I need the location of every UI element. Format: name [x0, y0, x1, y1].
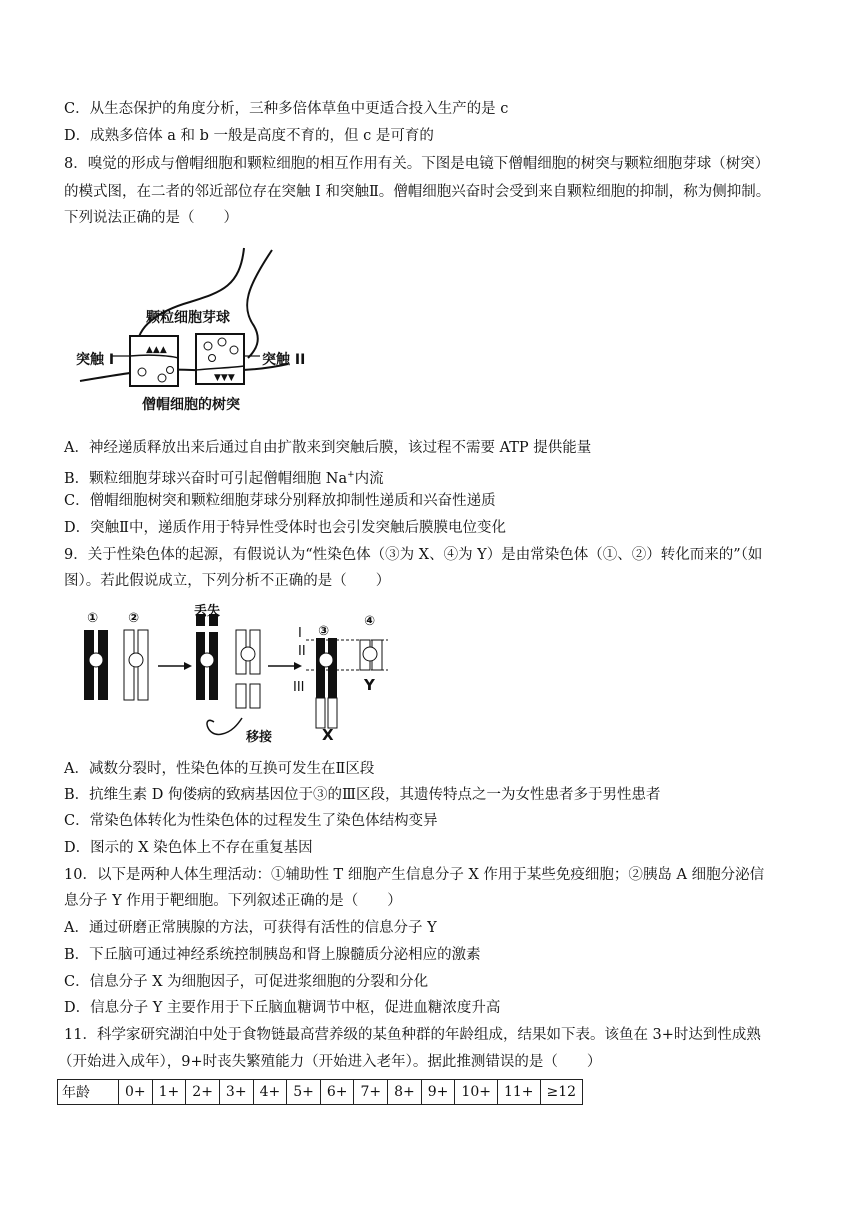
chromosome-2-label: ② — [128, 611, 140, 626]
q8-option-b: B．颗粒细胞芽球兴奋时可引起僧帽细胞 Na+内流 — [64, 470, 384, 487]
question-9-stem-2: 图）。若此假说成立，下列分析不正确的是（ ） — [64, 573, 391, 589]
table-cell: 8+ — [388, 1080, 422, 1105]
synapse-2-label: 突触 II — [262, 352, 306, 368]
table-cell: ≥12 — [540, 1080, 583, 1105]
q10-option-d: D．信息分子 Y 主要作用于下丘脑血糖调节中枢，促进血糖浓度升高 — [64, 1000, 501, 1016]
question-10-stem-2: 息分子 Y 作用于靶细胞。下列叙述正确的是（ ） — [64, 893, 402, 909]
table-cell: 7+ — [354, 1080, 388, 1105]
q8-option-c: C．僧帽细胞树突和颗粒细胞芽球分别释放抑制性递质和兴奋性递质 — [64, 493, 496, 509]
q9-option-b: B．抗维生素 D 佝偻病的致病基因位于③的Ⅲ区段，其遗传特点之一为女性患者多于男性患者 — [64, 787, 661, 803]
region-3-label: III — [293, 680, 305, 695]
q10-option-b: B．下丘脑可通过神经系统控制胰岛和肾上腺髓质分泌相应的激素 — [64, 947, 481, 963]
question-8-stem-1: 8．嗅觉的形成与僧帽细胞和颗粒细胞的相互作用有关。下图是电镜下僧帽细胞的树突与颗粒细胞芽球（树突） — [64, 156, 770, 172]
table-cell: 5+ — [287, 1080, 321, 1105]
table-cell: 2+ — [186, 1080, 220, 1105]
transfer-label: 移接 — [246, 730, 273, 745]
question-8-stem-2: 的模式图，在二者的邻近部位存在突触 I 和突触Ⅱ。僧帽细胞兴奋时会受到来自颗粒细胞的抑制，称为侧抑制。 — [64, 184, 771, 200]
question-10-stem-1: 10．以下是两种人体生理活动：①辅助性 T 细胞产生信息分子 X 作用于某些免疫细胞；②胰岛 A 细胞分泌信 — [64, 867, 765, 883]
mitral-dendrite-label: 僧帽细胞的树突 — [142, 397, 240, 413]
question-11-stem-2: （开始进入成年），9+时丧失繁殖能力（开始进入老年）。据此推测错误的是（ ） — [58, 1054, 602, 1070]
synapse-diagram — [72, 246, 292, 416]
age-table — [57, 1079, 583, 1105]
table-cell: 1+ — [152, 1080, 186, 1105]
table-cell: 4+ — [253, 1080, 287, 1105]
table-cell: 0+ — [119, 1080, 153, 1105]
region-2-label: II — [298, 644, 306, 659]
q9-option-a: A．减数分裂时，性染色体的互换可发生在Ⅱ区段 — [64, 761, 375, 777]
table-header-cell: 年龄 — [58, 1080, 119, 1105]
table-cell: 9+ — [421, 1080, 455, 1105]
table-cell: 6+ — [320, 1080, 354, 1105]
table-row — [58, 1080, 583, 1105]
q8-option-a: A．神经递质释放出来后通过自由扩散来到突触后膜，该过程不需要 ATP 提供能量 — [64, 440, 592, 456]
table-cell: 3+ — [219, 1080, 253, 1105]
q8-option-d: D．突触Ⅱ中，递质作用于特异性受体时也会引发突触后膜膜电位变化 — [64, 520, 506, 536]
question-8-stem-3: 下列说法正确的是（ ） — [64, 210, 238, 226]
x-chromosome-label: X — [322, 726, 334, 744]
q10-option-c: C．信息分子 X 为细胞因子，可促进浆细胞的分裂和分化 — [64, 974, 429, 990]
y-chromosome-label: Y — [364, 676, 375, 694]
chromosome-1-label: ① — [87, 611, 99, 626]
question-11-stem-1: 11．科学家研究湖泊中处于食物链最高营养级的某鱼种群的年龄组成，结果如下表。该鱼在 3+时达到性成熟 — [64, 1027, 761, 1043]
q9-option-d: D．图示的 X 染色体上不存在重复基因 — [64, 840, 313, 856]
q9-option-c: C．常染色体转化为性染色体的过程发生了染色体结构变异 — [64, 813, 438, 829]
question-9-stem-1: 9．关于性染色体的起源，有假说认为“性染色体（③为 X、④为 Y）是由常染色体（①、②）转化而来的”（如 — [64, 547, 763, 563]
svg-text:▼▼▼: ▼▼▼ — [214, 373, 235, 383]
chromosome-3-label: ③ — [318, 624, 330, 639]
synapse-1-label: 突触 I — [76, 352, 115, 368]
option-c-q7: C．从生态保护的角度分析，三种多倍体草鱼中更适合投入生产的是 c — [64, 101, 509, 117]
table-cell: 11+ — [497, 1080, 540, 1105]
lost-label: 丢失 — [194, 604, 221, 619]
option-d-q7: D．成熟多倍体 a 和 b 一般是高度不育的，但 c 是可育的 — [64, 128, 434, 144]
granule-cell-label: 颗粒细胞芽球 — [146, 310, 230, 326]
table-cell: 10+ — [455, 1080, 498, 1105]
svg-text:▲▲▲: ▲▲▲ — [146, 345, 167, 355]
region-1-label: I — [298, 626, 302, 641]
chromosome-diagram — [72, 610, 392, 740]
chromosome-4-label: ④ — [364, 614, 376, 629]
q10-option-a: A．通过研磨正常胰腺的方法，可获得有活性的信息分子 Y — [64, 920, 437, 936]
